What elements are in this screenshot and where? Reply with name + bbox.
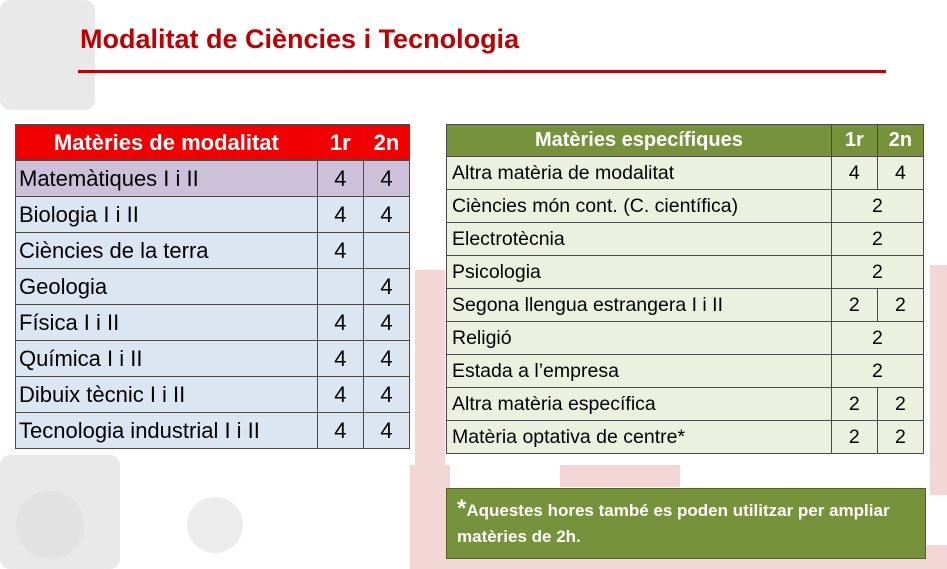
- subject-cell: Ciències de la terra: [16, 233, 318, 269]
- subject-cell: Tecnologia industrial I i II: [16, 413, 318, 449]
- hours-year2-cell: 4: [363, 413, 409, 449]
- hours-combined-cell: 2: [831, 256, 923, 289]
- hours-year2-cell: 4: [363, 377, 409, 413]
- hours-year1-cell: 4: [831, 157, 877, 190]
- subject-cell: Religió: [447, 322, 832, 355]
- header-subject: Matèries de modalitat: [16, 125, 318, 161]
- hours-combined-cell: 2: [831, 355, 923, 388]
- hours-year2-cell: 4: [363, 341, 409, 377]
- table-row: [16, 197, 410, 233]
- hours-year1-cell: 4: [317, 341, 363, 377]
- subject-cell: Biologia I i II: [16, 197, 318, 233]
- hours-year1-cell: 2: [831, 388, 877, 421]
- hours-year2-cell: 4: [363, 305, 409, 341]
- table-row: [447, 190, 924, 223]
- hours-year1-cell: 2: [831, 421, 877, 454]
- subject-cell: Altra matèria específica: [447, 388, 832, 421]
- subject-cell: Segona llengua estrangera I i II: [447, 289, 832, 322]
- footnote-asterisk: *: [457, 495, 467, 522]
- title-underline: [78, 70, 886, 73]
- subject-cell: Altra matèria de modalitat: [447, 157, 832, 190]
- table-row: [447, 421, 924, 454]
- specific-subjects-table: [446, 124, 924, 454]
- table-row: [447, 388, 924, 421]
- hours-year1-cell: 4: [317, 161, 363, 197]
- table-row: [16, 413, 410, 449]
- header-year1: 1r: [831, 125, 877, 157]
- hours-combined-cell: 2: [831, 190, 923, 223]
- subject-cell: Matèria optativa de centre*: [447, 421, 832, 454]
- hours-year2-cell: 4: [363, 269, 409, 305]
- hours-combined-cell: 2: [831, 322, 923, 355]
- subject-cell: Electrotècnia: [447, 223, 832, 256]
- footnote-box: [446, 488, 926, 559]
- hours-year2-cell: 4: [877, 157, 923, 190]
- hours-year1-cell: 4: [317, 377, 363, 413]
- table-header-row: [447, 125, 924, 157]
- table-row: [16, 233, 410, 269]
- subject-cell: Matemàtiques I i II: [16, 161, 318, 197]
- hours-year1-cell: 4: [317, 197, 363, 233]
- table-header-row: [16, 125, 410, 161]
- header-year2: 2n: [363, 125, 409, 161]
- subject-cell: Dibuix tècnic I i II: [16, 377, 318, 413]
- table-row: [16, 377, 410, 413]
- table-row: [447, 157, 924, 190]
- subject-cell: Química I i II: [16, 341, 318, 377]
- hours-year2-cell: 2: [877, 421, 923, 454]
- table-row: [447, 322, 924, 355]
- hours-year1-cell: [317, 269, 363, 305]
- hours-year2-cell: 2: [877, 289, 923, 322]
- hours-combined-cell: 2: [831, 223, 923, 256]
- table-row: [16, 341, 410, 377]
- hours-year2-cell: 4: [363, 161, 409, 197]
- footnote-text: Aquestes hores també es poden utilitzar per ampliar matèries de 2h.: [457, 501, 890, 546]
- subject-cell: Psicologia: [447, 256, 832, 289]
- hours-year1-cell: 4: [317, 413, 363, 449]
- hours-year2-cell: 4: [363, 197, 409, 233]
- table-row: [447, 355, 924, 388]
- subject-cell: Geologia: [16, 269, 318, 305]
- table-row: [447, 256, 924, 289]
- hours-year2-cell: 2: [877, 388, 923, 421]
- header-subject: Matèries específiques: [447, 125, 832, 157]
- table-row: [447, 223, 924, 256]
- subject-cell: Ciències món cont. (C. científica): [447, 190, 832, 223]
- subject-cell: Física I i II: [16, 305, 318, 341]
- hours-year1-cell: 4: [317, 305, 363, 341]
- hours-year1-cell: 2: [831, 289, 877, 322]
- hours-year2-cell: [363, 233, 409, 269]
- modality-subjects-table: [15, 124, 410, 449]
- hours-year1-cell: 4: [317, 233, 363, 269]
- header-year2: 2n: [877, 125, 923, 157]
- table-row: [16, 161, 410, 197]
- table-row: [16, 305, 410, 341]
- page-title: Modalitat de Ciències i Tecnologia: [80, 24, 520, 54]
- table-row: [447, 289, 924, 322]
- header-year1: 1r: [317, 125, 363, 161]
- subject-cell: Estada a l’empresa: [447, 355, 832, 388]
- table-row: [16, 269, 410, 305]
